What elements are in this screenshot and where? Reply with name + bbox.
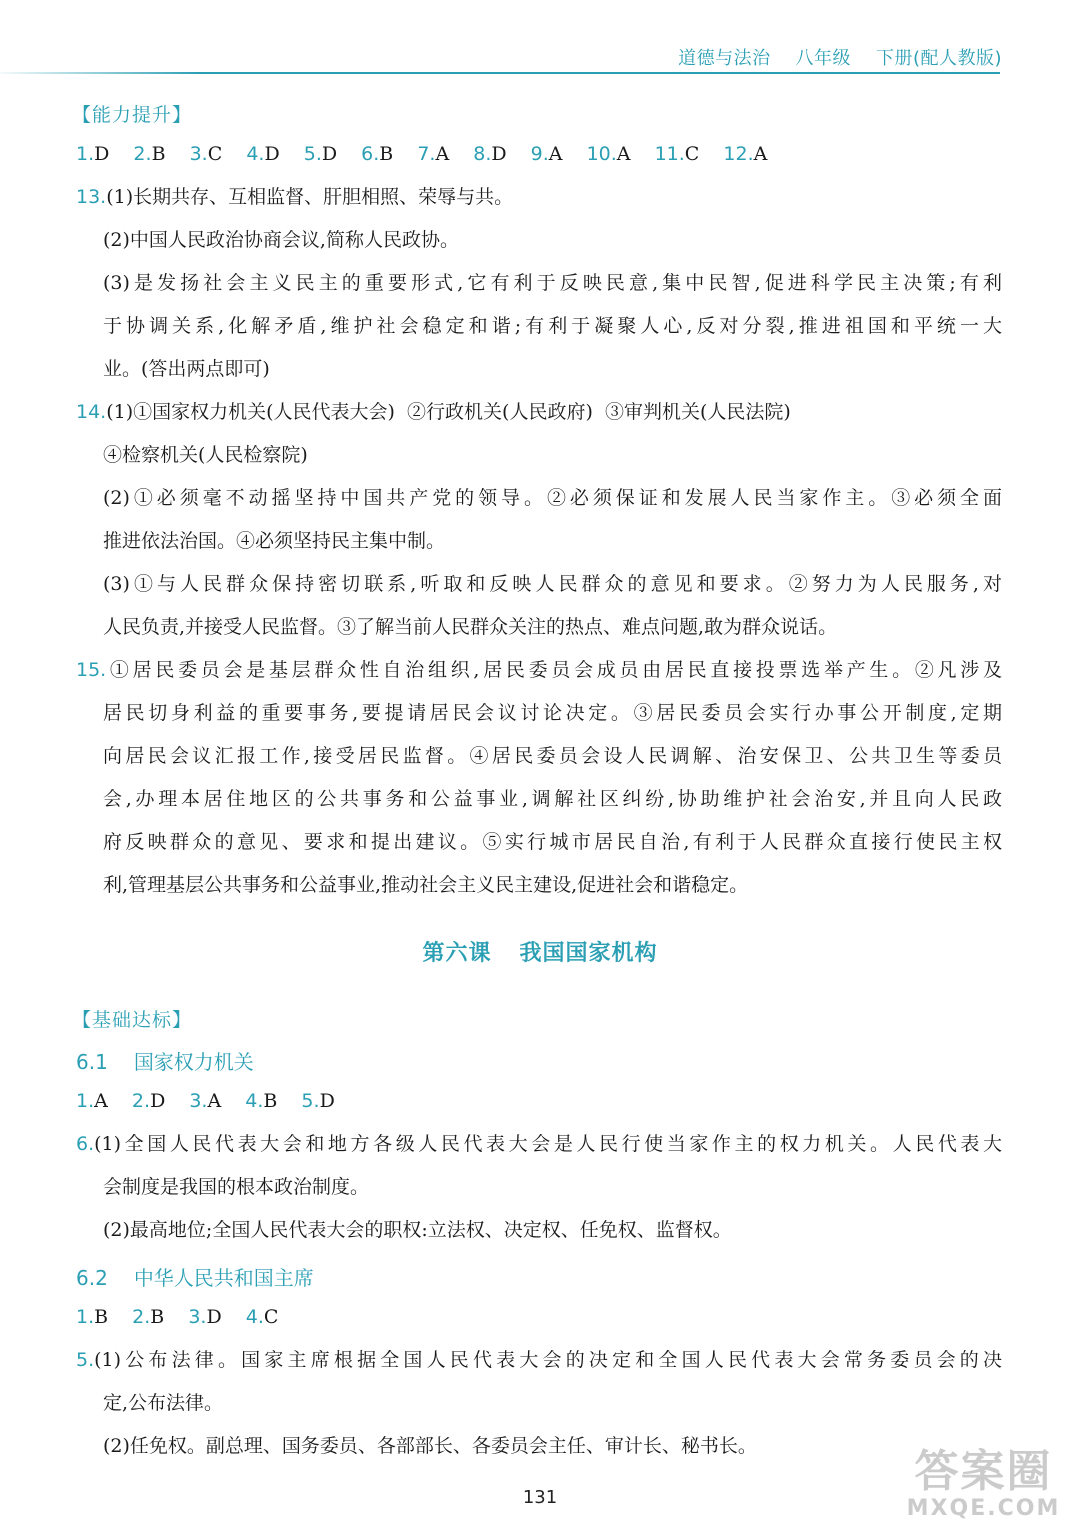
q5-line-1: 5.(1)公布法律。国家主席根据全国人民代表大会的决定和全国人民代表大会常务委员会的决 — [76, 1349, 1002, 1371]
q14-line-1: 14.(1)①国家权力机关(人民代表大会) ②行政机关(人民政府) ③审判机关(人民法院) — [76, 401, 791, 423]
mc-item: 10.A — [586, 143, 631, 165]
section-tag-basic: 【基础达标】 — [72, 1009, 193, 1031]
watermark-url: MXQE.COM — [906, 1496, 1061, 1521]
mc-item: 12.A — [723, 143, 768, 165]
mc-item: 8.D — [473, 143, 507, 165]
q13-line-4: 于协调关系,化解矛盾,维护社会稳定和谐;有利于凝聚人心,反对分裂,推进祖国和平统一大 — [103, 315, 1002, 337]
mc-answers-ability — [76, 142, 1002, 166]
q14-line-3: (2)①必须毫不动摇坚持中国共产党的领导。②必须保证和发展人民当家作主。③必须全面 — [103, 487, 1002, 509]
mc-item: 6.B — [361, 143, 394, 165]
mc-item: 4.D — [246, 143, 280, 165]
q14-line-2: ④检察机关(人民检察院) — [103, 444, 308, 466]
q13-line-2: (2)中国人民政治协商会议,简称人民政协。 — [103, 229, 459, 251]
q14-line-4: 推进依法治国。④必须坚持民主集中制。 — [103, 530, 446, 552]
q15-line-5: 府反映群众的意见、要求和提出建议。⑤实行城市居民自治,有利于人民群众直接行使民主权 — [103, 831, 1002, 853]
lesson-title: 我国国家机构 — [519, 940, 658, 966]
q14-line-5: (3)①与人民群众保持密切联系,听取和反映人民群众的意见和要求。②努力为人民服务,对 — [103, 573, 1002, 595]
mc-item: 4.C — [245, 1306, 279, 1328]
q13-line-3: (3)是发扬社会主义民主的重要形式,它有利于反映民意,集中民智,促进科学民主决策;有利 — [103, 272, 1002, 294]
mc-item: 5.D — [301, 1090, 335, 1112]
mc-item: 1.D — [76, 143, 110, 165]
header-rule — [0, 72, 1000, 74]
q15-line-6: 利,管理基层公共事务和公益事业,推动社会主义民主建设,促进社会和谐稳定。 — [103, 874, 749, 896]
page-number: 131 — [522, 1487, 558, 1508]
mc-item: 9.A — [530, 143, 563, 165]
running-header: 道德与法治 八年级 下册(配人教版) — [678, 48, 1002, 69]
mc-item: 2.B — [132, 1306, 165, 1328]
subsection-6-1: 6.1 国家权力机关 — [76, 1050, 254, 1074]
q6-line-2: 会制度是我国的根本政治制度。 — [103, 1176, 370, 1198]
q15-line-1: 15.①居民委员会是基层群众性自治组织,居民委员会成员由居民直接投票选举产生。②凡涉及 — [76, 659, 1002, 681]
mc-item: 4.B — [245, 1090, 278, 1112]
q5-line-3: (2)任免权。副总理、国务委员、各部部长、各委员会主任、审计长、秘书长。 — [103, 1435, 757, 1457]
q6-line-3: (2)最高地位;全国人民代表大会的职权:立法权、决定权、任免权、监督权。 — [103, 1219, 732, 1241]
mc-item: 2.B — [133, 143, 166, 165]
mc-item: 7.A — [417, 143, 450, 165]
section-tag-ability: 【能力提升】 — [72, 104, 193, 126]
mc-item: 3.A — [189, 1090, 222, 1112]
mc-item: 5.D — [303, 143, 338, 165]
mc-item: 1.B — [76, 1306, 109, 1328]
subsection-6-2: 6.2 中华人民共和国主席 — [76, 1266, 314, 1290]
mc-item: 3.C — [189, 143, 223, 165]
q15-line-4: 会,办理本居住地区的公共事务和公益事业,调解社区纠纷,协助维护社会治安,并且向人民政 — [103, 788, 1002, 810]
q13-line-5: 业。(答出两点即可) — [103, 358, 270, 380]
q15-line-3: 向居民会议汇报工作,接受居民监督。④居民委员会设人民调解、治安保卫、公共卫生等委员 — [103, 745, 1002, 767]
q13-line-1: 13.(1)长期共存、互相监督、肝胆相照、荣辱与共。 — [76, 186, 514, 208]
watermark-text: 答案圈 — [914, 1446, 1053, 1497]
mc-item: 11.C — [654, 143, 700, 165]
mc-answers-6-2 — [76, 1305, 1002, 1329]
mc-item: 3.D — [188, 1306, 222, 1328]
q6-line-1: 6.(1)全国人民代表大会和地方各级人民代表大会是人民行使当家作主的权力机关。人民代表大 — [76, 1133, 1002, 1155]
q5-line-2: 定,公布法律。 — [103, 1392, 224, 1414]
lesson-heading — [0, 936, 1080, 967]
q14-line-6: 人民负责,并接受人民监督。③了解当前人民群众关注的热点、难点问题,敢为群众说话。 — [103, 616, 838, 638]
q15-line-2: 居民切身利益的重要事务,要提请居民会议讨论决定。③居民委员会实行办事公开制度,定期 — [103, 702, 1002, 724]
watermark-logo — [891, 1448, 1076, 1530]
mc-item: 2.D — [131, 1090, 166, 1112]
mc-item: 1.A — [76, 1090, 108, 1112]
mc-answers-6-1 — [76, 1089, 1002, 1113]
lesson-number: 第六课 — [422, 940, 492, 966]
